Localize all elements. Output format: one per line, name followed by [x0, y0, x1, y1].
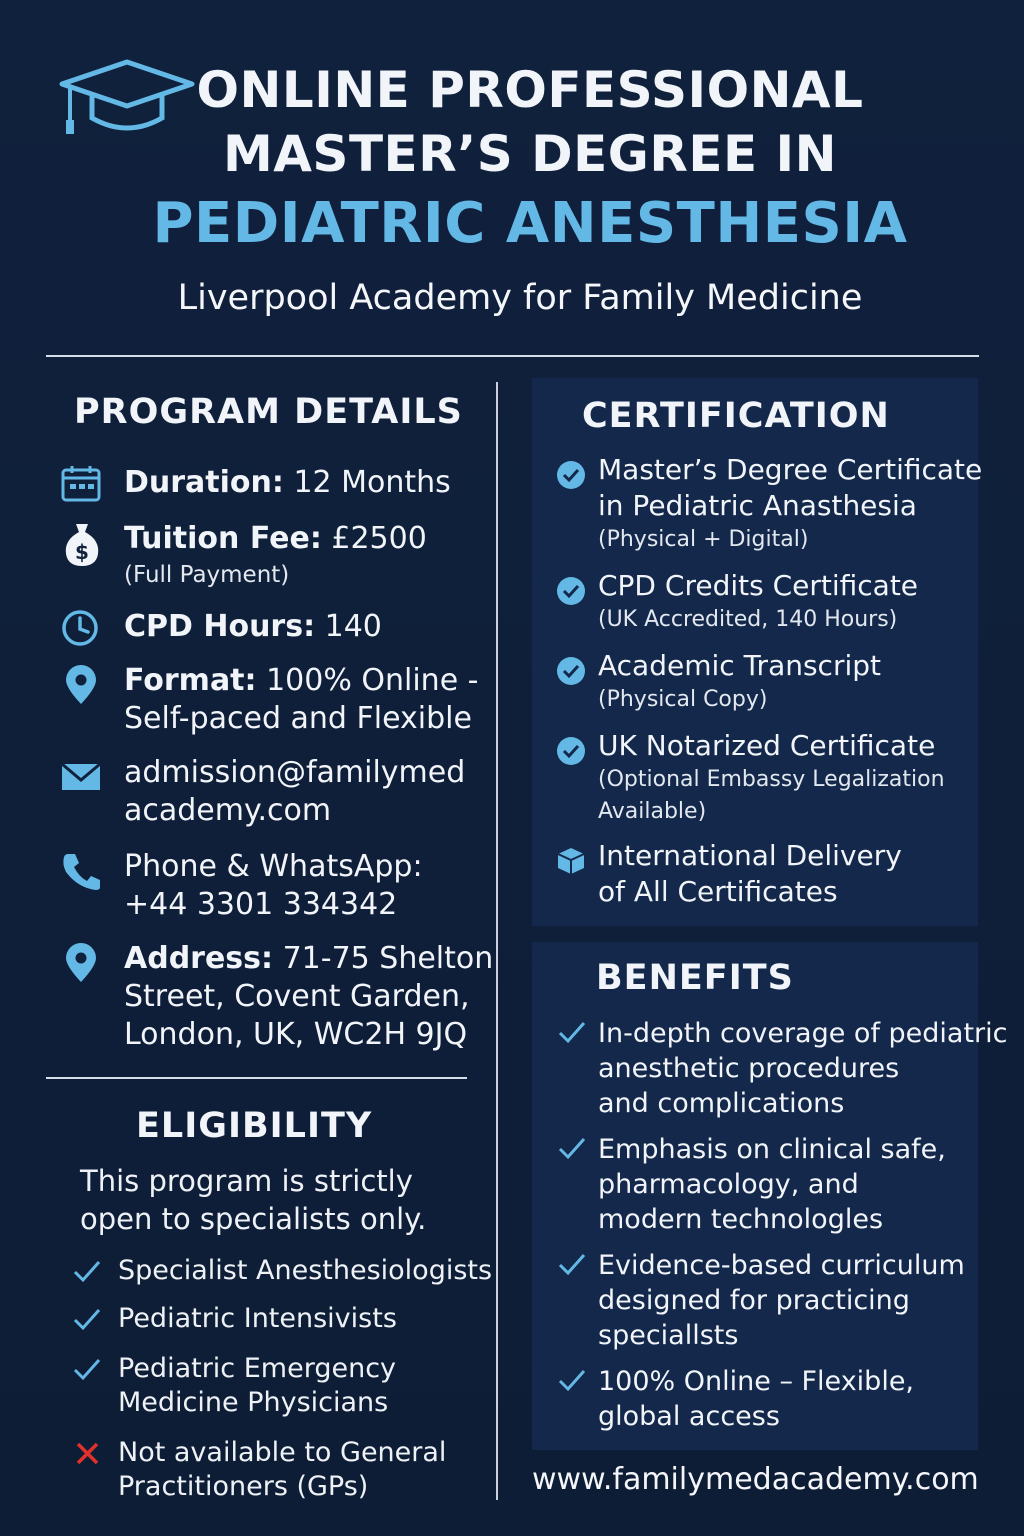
check-circle-icon [556, 656, 586, 686]
location-pin-icon [60, 942, 104, 986]
certification-title-line2: of All Certificates [598, 875, 838, 908]
address-line1: 71-75 Shelton [282, 941, 494, 976]
address-line3: London, UK, WC2H 9JQ [124, 1017, 468, 1052]
benefit-text: Emphasis on clinical safe, pharmacology, and modern technologles [598, 1134, 946, 1235]
format-value-line2: Self-paced and Flexible [124, 701, 472, 736]
benefit-text: Evidence-based curriculum designed for practicing speciallsts [598, 1250, 965, 1351]
phone-icon [60, 850, 104, 890]
certification-note: (Physical + Digital) [598, 527, 809, 552]
subtitle: Liverpool Academy for Family Medicine [177, 278, 863, 318]
eligibility-intro-line2: open to specialists only. [80, 1202, 427, 1236]
certification-heading: CERTIFICATION [582, 396, 890, 436]
website-link[interactable]: www.familymedacademy.com [532, 1462, 979, 1497]
check-icon [556, 1364, 588, 1396]
title-line-1: ONLINE PROFESSIONAL [196, 61, 864, 119]
duration-value: 12 Months [293, 465, 451, 500]
title-line-2: MASTER’S DEGREE IN [222, 125, 837, 183]
format-value-line1: 100% Online - [266, 663, 479, 698]
page-title [150, 58, 910, 262]
tuition-value: £2500 [331, 521, 427, 556]
certification-title-line2: in Pediatric Anasthesia [598, 489, 917, 522]
divider [46, 1077, 467, 1079]
calendar-icon [60, 464, 104, 504]
email-line1[interactable]: admission@familymed [124, 755, 466, 790]
certification-title: CPD Credits Certificate [598, 569, 919, 602]
duration-label: Duration: [124, 465, 284, 500]
eligibility-item-label: Not available to General Practitioners (GPs) [118, 1437, 447, 1502]
check-icon [556, 1248, 588, 1280]
certification-title: UK Notarized Certificate [598, 729, 936, 762]
clock-icon [60, 608, 104, 648]
address-label: Address: [124, 941, 274, 976]
certification-title: International Delivery [598, 839, 902, 872]
format-label: Format: [124, 663, 257, 698]
email-line2[interactable]: academy.com [124, 793, 332, 828]
money-bag-icon [60, 520, 104, 568]
benefits-heading: BENEFITS [596, 958, 794, 998]
tuition-label: Tuition Fee: [124, 521, 322, 556]
address-line2: Street, Covent Garden, [124, 979, 470, 1014]
title-accent: PEDIATRIC ANESTHESIA [152, 191, 908, 256]
check-circle-icon [556, 460, 586, 490]
check-icon [70, 1352, 104, 1386]
check-icon [556, 1132, 588, 1164]
cross-icon [70, 1436, 104, 1470]
certification-note: (Optional Embassy Legalization [598, 767, 945, 792]
certification-title: Academic Transcript [598, 649, 881, 682]
phone-number[interactable]: +44 3301 334342 [124, 887, 398, 922]
certification-note: (Physical Copy) [598, 687, 768, 712]
check-circle-icon [556, 576, 586, 606]
benefit-text: 100% Online – Flexible, global access [598, 1366, 915, 1432]
phone-line1: Phone & WhatsApp: [124, 849, 423, 884]
benefit-text: In-depth coverage of pediatric anesthetic procedures and complications [598, 1018, 1008, 1119]
location-pin-icon [60, 664, 104, 708]
program-details-heading: PROGRAM DETAILS [74, 392, 463, 432]
certification-note: (UK Accredited, 140 Hours) [598, 607, 898, 632]
eligibility-heading: ELIGIBILITY [136, 1106, 373, 1146]
check-icon [70, 1254, 104, 1288]
eligibility-item-label: Pediatric Intensivists [118, 1303, 397, 1334]
certification-title: Master’s Degree Certificate [598, 453, 983, 486]
eligibility-item-label: Specialist Anesthesiologists [118, 1255, 493, 1286]
certification-note-line2: Available) [598, 799, 707, 824]
svg-text:$: $ [75, 540, 89, 564]
eligibility-intro-line1: This program is strictly [80, 1164, 413, 1198]
check-icon [556, 1016, 588, 1048]
check-circle-icon [556, 736, 586, 766]
check-icon [70, 1302, 104, 1336]
divider [46, 355, 979, 357]
eligibility-intro [80, 1162, 480, 1238]
package-icon [556, 846, 586, 876]
tuition-note: (Full Payment) [124, 562, 290, 588]
eligibility-item-label: Pediatric Emergency Medicine Physicians [118, 1353, 397, 1418]
envelope-icon [60, 756, 104, 796]
cpd-value: 140 [324, 609, 382, 644]
cpd-label: CPD Hours: [124, 609, 316, 644]
